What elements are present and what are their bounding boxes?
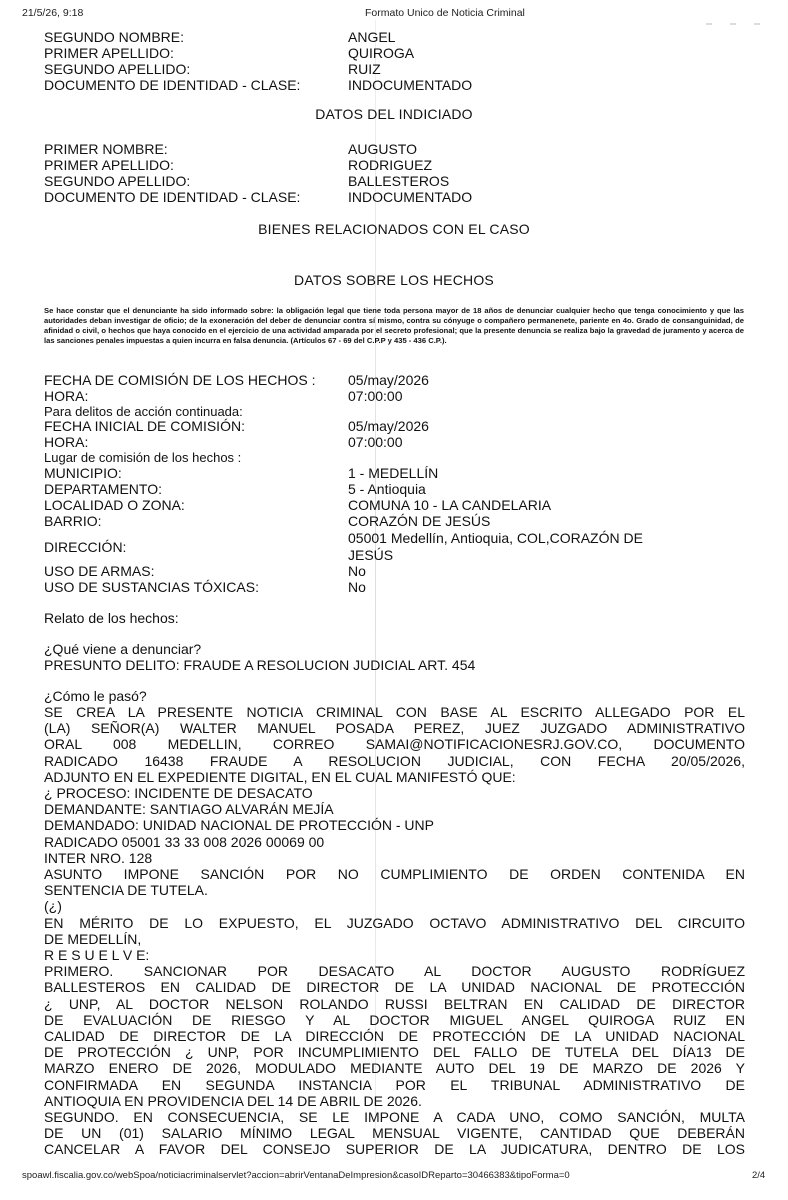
field-value: 05/may/2026 <box>348 418 429 434</box>
field-label: DIRECCIÓN: <box>44 539 127 555</box>
narrative-line: R E S U E L V E: <box>44 947 150 964</box>
narrative-line: DEMANDADO: UNIDAD NACIONAL DE PROTECCIÓN - UNP <box>44 817 434 834</box>
field-value: COMUNA 10 - LA CANDELARIA <box>348 497 552 513</box>
section-title-indiciado: DATOS DEL INDICIADO <box>315 106 473 122</box>
field-label: USO DE SUSTANCIAS TÓXICAS: <box>44 579 259 595</box>
narrative-line: DE UN (01) SALARIO MÍNIMO LEGAL MENSUAL VIGENTE, CANTIDAD QUE DEBERÁN <box>44 1125 745 1142</box>
print-datetime: 21/5/26, 9:18 <box>22 7 84 19</box>
narrative-line: RADICADO 16438 FRAUDE A RESOLUCION JUDICIAL, CON FECHA 20/05/2026, <box>44 752 745 769</box>
field-label: SEGUNDO NOMBRE: <box>44 29 185 45</box>
narrative-text <box>44 704 745 1158</box>
narrative-line: DE EVALUACIÓN DE RIESGO Y AL DOCTOR MIGUEL ANGEL QUIROGA RUIZ EN <box>44 1011 745 1028</box>
narrative-line: ADJUNTO EN EL EXPEDIENTE DIGITAL, EN EL CUAL MANIFESTÓ QUE: <box>44 768 516 785</box>
footer-url: spoawl.fiscalia.gov.co/webSpoa/noticiacriminalservlet?accion=abrirVentanaDeImpresion&casoIDReparto=30466383&tipoForma=0 <box>22 1170 570 1181</box>
scan-marks <box>706 12 766 18</box>
legal-notice: Se hace constar que el denunciante ha sido informado sobre: la obligación legal que tiene toda persona mayor de 18 años de denunciar cualquier hecho que tenga conocimiento y que las autoridades deban investigar de oficio; de la exoneración del deber de denunciar contra sí mismo, contra su cónyuge o compañero permanenete, pariente en 4o. Grado de consanguinidad, de afinidad o civil, o hechos que haya conocido en el ejercicio de una actividad amparada por el secreto profesional; que la presente denuncia se realiza bajo la gravedad de juramento y acerca de las sanciones penales impuestas a quien incurra en falsa denuncia. (Artículos 67 - 69 del C.P.P y 435 - 436 C.P.). <box>44 306 744 345</box>
relato-label: Relato de los hechos: <box>44 610 179 626</box>
narrative-line: CANCELAR A FAVOR DEL CONSEJO SUPERIOR DE LA JUDICATURA, DENTRO DE LOS <box>44 1141 745 1158</box>
field-value: 05/may/2026 <box>348 372 429 388</box>
narrative-line: (¿) <box>44 898 62 915</box>
print-title: Formato Unico de Noticia Criminal <box>365 7 525 19</box>
narrative-line: MARZO ENERO DE 2026, MODULADO MEDIANTE AUTO DEL 19 DE MARZO DE 2026 Y <box>44 1060 745 1077</box>
field-label: LOCALIDAD O ZONA: <box>44 497 185 513</box>
field-value: RUIZ <box>348 61 381 77</box>
field-label: HORA: <box>44 388 89 404</box>
narrative-line: SE CREA LA PRESENTE NOTICIA CRIMINAL CON BASE AL ESCRITO ALLEGADO POR EL <box>44 704 745 720</box>
field-value: RODRIGUEZ <box>348 157 432 173</box>
field-value: 07:00:00 <box>348 434 403 450</box>
field-value: CORAZÓN DE JESÚS <box>348 513 491 529</box>
field-value: AUGUSTO <box>348 141 417 157</box>
que-denuncia-label: ¿Qué viene a denunciar? <box>44 641 202 657</box>
narrative-line: BALLESTEROS EN CALIDAD DE DIRECTOR DE LA UNIDAD NACIONAL DE PROTECCIÓN <box>44 979 745 996</box>
field-value: No <box>348 563 366 579</box>
field-value: 1 - MEDELLÍN <box>348 465 439 481</box>
narrative-line: DE MEDELLÍN, <box>44 930 142 947</box>
field-value: INDOCUMENTADO <box>348 77 473 93</box>
field-label: SEGUNDO APELLIDO: <box>44 173 191 189</box>
narrative-line: CONFIRMADA EN SEGUNDA INSTANCIA POR EL TRIBUNAL ADMINISTRATIVO DE <box>44 1076 745 1093</box>
narrative-line: CALIDAD DE DIRECTOR DE LA DIRECCIÓN DE PROTECCIÓN DE LA UNIDAD NACIONAL <box>44 1028 745 1045</box>
narrative-line: ORAL 008 MEDELLIN, CORREO SAMAI@NOTIFICACIONESRJ.GOV.CO, DOCUMENTO <box>44 736 745 753</box>
field-value: No <box>348 579 366 595</box>
field-value: ANGEL <box>348 29 396 45</box>
field-value: INDOCUMENTADO <box>348 189 473 205</box>
section-title-hechos: DATOS SOBRE LOS HECHOS <box>294 272 494 288</box>
narrative-line: ANTIOQUIA EN PROVIDENCIA DEL 14 DE ABRIL DE 2026. <box>44 1092 422 1109</box>
field-label: DOCUMENTO DE IDENTIDAD - CLASE: <box>44 77 301 93</box>
field-value: 05001 Medellín, Antioquia, COL,CORAZÓN DE JESÚS <box>348 530 643 563</box>
narrative-line: DE PROTECCIÓN ¿ UNP, POR INCUMPLIMIENTO DEL FALLO DE TUTELA DEL DÍA13 DE <box>44 1044 745 1061</box>
field-value: 07:00:00 <box>348 388 403 404</box>
narrative-line: (LA) SEÑOR(A) WALTER MANUEL POSADA PEREZ, JUEZ JUZGADO ADMINISTRATIVO <box>44 720 745 737</box>
field-label: FECHA DE COMISIÓN DE LOS HECHOS : <box>44 372 316 388</box>
field-label: DEPARTAMENTO: <box>44 481 162 497</box>
narrative-line: EN MÉRITO DE LO EXPUESTO, EL JUZGADO OCTAVO ADMINISTRATIVO DEL CIRCUITO <box>44 914 745 931</box>
field-label: DOCUMENTO DE IDENTIDAD - CLASE: <box>44 189 301 205</box>
narrative-line: SENTENCIA DE TUTELA. <box>44 882 208 899</box>
field-label: BARRIO: <box>44 513 102 529</box>
field-label: MUNICIPIO: <box>44 465 122 481</box>
field-label: SEGUNDO APELLIDO: <box>44 61 191 77</box>
page-number: 2/4 <box>752 1170 766 1181</box>
narrative-line: ¿ PROCESO: INCIDENTE DE DESACATO <box>44 785 313 802</box>
direccion-row <box>44 530 744 564</box>
narrative-line: ¿ UNP, AL DOCTOR NELSON ROLANDO RUSSI BELTRAN EN CALIDAD DE DIRECTOR <box>44 995 745 1012</box>
field-label: PRIMER APELLIDO: <box>44 45 174 61</box>
field-label: USO DE ARMAS: <box>44 563 155 579</box>
narrative-line: PRIMERO. SANCIONAR POR DESACATO AL DOCTOR AUGUSTO RODRÍGUEZ <box>44 963 745 980</box>
field-label: FECHA INICIAL DE COMISIÓN: <box>44 418 245 434</box>
field-label: HORA: <box>44 434 89 450</box>
que-denuncia-value: PRESUNTO DELITO: FRAUDE A RESOLUCION JUDICIAL ART. 454 <box>44 657 476 673</box>
field-value: 5 - Antioquia <box>348 481 426 497</box>
field-value: QUIROGA <box>348 45 415 61</box>
narrative-line: DEMANDANTE: SANTIAGO ALVARÁN MEJÍA <box>44 801 334 818</box>
narrative-line: ASUNTO IMPONE SANCIÓN POR NO CUMPLIMIENTO DE ORDEN CONTENIDA EN <box>44 866 745 883</box>
field-label: Lugar de comisión de los hechos : <box>44 450 242 465</box>
field-label: PRIMER NOMBRE: <box>44 141 168 157</box>
narrative-line: INTER NRO. 128 <box>44 849 153 866</box>
como-paso-label: ¿Cómo le pasó? <box>44 688 147 704</box>
field-label: Para delitos de acción continuada: <box>44 404 243 419</box>
section-title-bienes: BIENES RELACIONADOS CON EL CASO <box>258 221 530 237</box>
field-label: PRIMER APELLIDO: <box>44 157 174 173</box>
narrative-line: SEGUNDO. EN CONSECUENCIA, SE LE IMPONE A CADA UNO, COMO SANCIÓN, MULTA <box>44 1109 745 1126</box>
narrative-line: RADICADO 05001 33 33 008 2026 00069 00 <box>44 833 325 850</box>
field-value: BALLESTEROS <box>348 173 450 189</box>
